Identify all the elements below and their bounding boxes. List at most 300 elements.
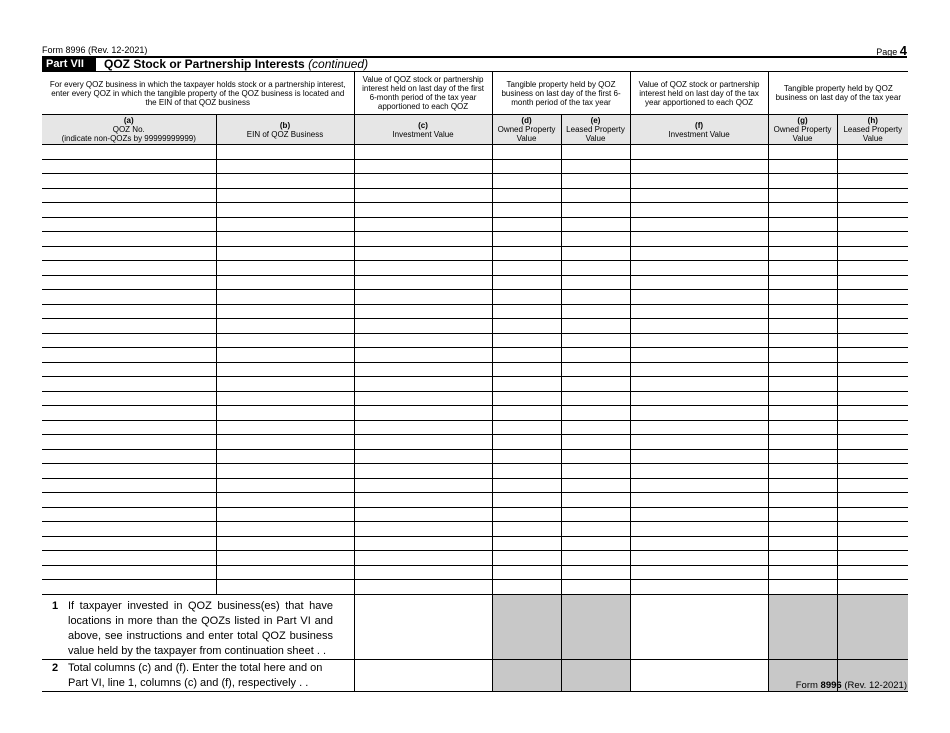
line-2-c-input[interactable] — [354, 659, 492, 691]
cell-h[interactable] — [837, 174, 908, 189]
cell-h[interactable] — [837, 565, 908, 580]
cell-g[interactable] — [768, 362, 837, 377]
cell-f[interactable] — [630, 522, 768, 537]
cell-h[interactable] — [837, 333, 908, 348]
cell-e[interactable] — [561, 145, 630, 160]
cell-d[interactable] — [492, 551, 561, 566]
cell-c[interactable] — [354, 145, 492, 160]
cell-a[interactable] — [42, 232, 216, 247]
cell-a[interactable] — [42, 420, 216, 435]
cell-f[interactable] — [630, 145, 768, 160]
cell-g[interactable] — [768, 174, 837, 189]
cell-h[interactable] — [837, 493, 908, 508]
cell-h[interactable] — [837, 217, 908, 232]
cell-h[interactable] — [837, 449, 908, 464]
cell-d[interactable] — [492, 145, 561, 160]
cell-d[interactable] — [492, 275, 561, 290]
cell-b[interactable] — [216, 174, 354, 189]
cell-c[interactable] — [354, 246, 492, 261]
cell-f[interactable] — [630, 348, 768, 363]
cell-g[interactable] — [768, 493, 837, 508]
cell-b[interactable] — [216, 435, 354, 450]
cell-e[interactable] — [561, 304, 630, 319]
cell-b[interactable] — [216, 217, 354, 232]
desc-gh-text: Tangible property held by QOZ business on last day of the tax year — [775, 84, 901, 102]
cell-h[interactable] — [837, 507, 908, 522]
cell-e[interactable] — [561, 232, 630, 247]
cell-b[interactable] — [216, 565, 354, 580]
cell-f[interactable] — [630, 507, 768, 522]
cell-e[interactable] — [561, 551, 630, 566]
cell-c[interactable] — [354, 275, 492, 290]
table-row — [42, 217, 908, 232]
cell-a[interactable] — [42, 203, 216, 218]
cell-g[interactable] — [768, 290, 837, 305]
table-row — [42, 304, 908, 319]
cell-c[interactable] — [354, 348, 492, 363]
cell-f[interactable] — [630, 159, 768, 174]
cell-e[interactable] — [561, 435, 630, 450]
cell-h[interactable] — [837, 420, 908, 435]
table-row — [42, 145, 908, 160]
cell-a[interactable] — [42, 261, 216, 276]
cell-a[interactable] — [42, 145, 216, 160]
cell-h[interactable] — [837, 232, 908, 247]
cell-a[interactable] — [42, 319, 216, 334]
cell-e[interactable] — [561, 362, 630, 377]
cell-g[interactable] — [768, 145, 837, 160]
page-header — [42, 43, 907, 57]
form-id: Form 8996 (Rev. 12-2021) — [42, 45, 148, 55]
cell-h[interactable] — [837, 348, 908, 363]
cell-d[interactable] — [492, 435, 561, 450]
cell-b[interactable] — [216, 580, 354, 595]
cell-f[interactable] — [630, 232, 768, 247]
desc-gh — [768, 72, 908, 115]
cell-c[interactable] — [354, 580, 492, 595]
cell-g[interactable] — [768, 203, 837, 218]
cell-e[interactable] — [561, 507, 630, 522]
cell-c[interactable] — [354, 522, 492, 537]
qoz-table — [42, 71, 908, 692]
cell-c[interactable] — [354, 536, 492, 551]
cell-e[interactable] — [561, 391, 630, 406]
cell-d[interactable] — [492, 319, 561, 334]
table-row — [42, 464, 908, 479]
cell-b[interactable] — [216, 391, 354, 406]
desc-ab — [42, 72, 354, 115]
cell-c[interactable] — [354, 493, 492, 508]
cell-g[interactable] — [768, 449, 837, 464]
table-row — [42, 188, 908, 203]
cell-a[interactable] — [42, 246, 216, 261]
cell-h[interactable] — [837, 522, 908, 537]
cell-g[interactable] — [768, 232, 837, 247]
cell-c[interactable] — [354, 435, 492, 450]
col-d-label: Owned Property — [497, 125, 556, 134]
desc-c — [354, 72, 492, 115]
cell-g[interactable] — [768, 246, 837, 261]
cell-h[interactable] — [837, 536, 908, 551]
line-2-d-shaded — [492, 659, 561, 691]
table-row — [42, 551, 908, 566]
cell-d[interactable] — [492, 565, 561, 580]
cell-b[interactable] — [216, 290, 354, 305]
cell-h[interactable] — [837, 464, 908, 479]
cell-f[interactable] — [630, 246, 768, 261]
cell-d[interactable] — [492, 420, 561, 435]
cell-a[interactable] — [42, 159, 216, 174]
cell-f[interactable] — [630, 217, 768, 232]
col-g-sub: Value — [792, 134, 813, 143]
cell-g[interactable] — [768, 319, 837, 334]
cell-b[interactable] — [216, 536, 354, 551]
cell-a[interactable] — [42, 348, 216, 363]
cell-e[interactable] — [561, 217, 630, 232]
cell-d[interactable] — [492, 261, 561, 276]
cell-c[interactable] — [354, 507, 492, 522]
cell-d[interactable] — [492, 290, 561, 305]
cell-g[interactable] — [768, 464, 837, 479]
cell-e[interactable] — [561, 565, 630, 580]
cell-b[interactable] — [216, 551, 354, 566]
cell-d[interactable] — [492, 159, 561, 174]
cell-g[interactable] — [768, 188, 837, 203]
cell-f[interactable] — [630, 449, 768, 464]
cell-d[interactable] — [492, 507, 561, 522]
cell-f[interactable] — [630, 304, 768, 319]
cell-a[interactable] — [42, 290, 216, 305]
cell-a[interactable] — [42, 435, 216, 450]
cell-e[interactable] — [561, 333, 630, 348]
col-g-label: Owned Property — [773, 125, 832, 134]
cell-f[interactable] — [630, 275, 768, 290]
cell-c[interactable] — [354, 565, 492, 580]
cell-c[interactable] — [354, 478, 492, 493]
cell-h[interactable] — [837, 246, 908, 261]
cell-e[interactable] — [561, 246, 630, 261]
line-1-f-input[interactable] — [630, 594, 768, 659]
cell-c[interactable] — [354, 464, 492, 479]
cell-d[interactable] — [492, 493, 561, 508]
part-title-text: QOZ Stock or Partnership Interests — [104, 57, 305, 71]
cell-g[interactable] — [768, 304, 837, 319]
cell-d[interactable] — [492, 449, 561, 464]
cell-f[interactable] — [630, 406, 768, 421]
cell-f[interactable] — [630, 188, 768, 203]
cell-g[interactable] — [768, 507, 837, 522]
cell-g[interactable] — [768, 333, 837, 348]
cell-c[interactable] — [354, 406, 492, 421]
cell-f[interactable] — [630, 377, 768, 392]
cell-e[interactable] — [561, 377, 630, 392]
cell-h[interactable] — [837, 145, 908, 160]
cell-d[interactable] — [492, 580, 561, 595]
cell-e[interactable] — [561, 275, 630, 290]
cell-d[interactable] — [492, 246, 561, 261]
cell-h[interactable] — [837, 290, 908, 305]
cell-d[interactable] — [492, 203, 561, 218]
cell-c[interactable] — [354, 261, 492, 276]
cell-h[interactable] — [837, 406, 908, 421]
cell-e[interactable] — [561, 449, 630, 464]
cell-b[interactable] — [216, 275, 354, 290]
cell-d[interactable] — [492, 478, 561, 493]
col-e-sub: Value — [585, 134, 606, 143]
cell-c[interactable] — [354, 362, 492, 377]
cell-f[interactable] — [630, 319, 768, 334]
cell-b[interactable] — [216, 348, 354, 363]
cell-f[interactable] — [630, 536, 768, 551]
cell-a[interactable] — [42, 522, 216, 537]
cell-f[interactable] — [630, 391, 768, 406]
cell-g[interactable] — [768, 406, 837, 421]
cell-a[interactable] — [42, 174, 216, 189]
cell-e[interactable] — [561, 188, 630, 203]
line-1-h-shaded — [837, 594, 908, 659]
cell-c[interactable] — [354, 232, 492, 247]
cell-g[interactable] — [768, 275, 837, 290]
cell-f[interactable] — [630, 565, 768, 580]
cell-a[interactable] — [42, 304, 216, 319]
cell-f[interactable] — [630, 420, 768, 435]
table-row — [42, 232, 908, 247]
cell-c[interactable] — [354, 174, 492, 189]
cell-f[interactable] — [630, 261, 768, 276]
cell-d[interactable] — [492, 362, 561, 377]
line-2-f-input[interactable] — [630, 659, 768, 691]
cell-d[interactable] — [492, 188, 561, 203]
cell-e[interactable] — [561, 406, 630, 421]
cell-e[interactable] — [561, 464, 630, 479]
desc-ab-text: For every QOZ business in which the taxpayer holds stock or a partnership interest, enter every QOZ in which the tangible property of the QOZ business is located and the EIN of that QOZ business — [49, 79, 346, 107]
col-c-label: Investment Value — [392, 129, 454, 139]
cell-b[interactable] — [216, 406, 354, 421]
cell-d[interactable] — [492, 232, 561, 247]
cell-b[interactable] — [216, 362, 354, 377]
line-1-number: 1 — [52, 599, 59, 612]
col-header-f — [630, 115, 768, 145]
cell-c[interactable] — [354, 420, 492, 435]
table-row — [42, 333, 908, 348]
cell-g[interactable] — [768, 565, 837, 580]
col-header-g — [768, 115, 837, 145]
cell-b[interactable] — [216, 449, 354, 464]
cell-b[interactable] — [216, 203, 354, 218]
cell-b[interactable] — [216, 333, 354, 348]
cell-a[interactable] — [42, 333, 216, 348]
cell-b[interactable] — [216, 464, 354, 479]
cell-f[interactable] — [630, 203, 768, 218]
cell-d[interactable] — [492, 174, 561, 189]
table-row — [42, 580, 908, 595]
cell-c[interactable] — [354, 377, 492, 392]
cell-b[interactable] — [216, 377, 354, 392]
cell-a[interactable] — [42, 275, 216, 290]
cell-g[interactable] — [768, 551, 837, 566]
cell-g[interactable] — [768, 217, 837, 232]
cell-c[interactable] — [354, 391, 492, 406]
cell-b[interactable] — [216, 420, 354, 435]
cell-f[interactable] — [630, 580, 768, 595]
part-label: Part VII — [42, 57, 96, 71]
cell-h[interactable] — [837, 580, 908, 595]
cell-a[interactable] — [42, 580, 216, 595]
cell-f[interactable] — [630, 493, 768, 508]
cell-a[interactable] — [42, 217, 216, 232]
cell-g[interactable] — [768, 478, 837, 493]
cell-h[interactable] — [837, 203, 908, 218]
cell-d[interactable] — [492, 522, 561, 537]
cell-b[interactable] — [216, 319, 354, 334]
table-row — [42, 391, 908, 406]
cell-b[interactable] — [216, 261, 354, 276]
cell-c[interactable] — [354, 333, 492, 348]
cell-f[interactable] — [630, 174, 768, 189]
cell-f[interactable] — [630, 333, 768, 348]
cell-a[interactable] — [42, 188, 216, 203]
page-label: Page — [876, 47, 898, 57]
table-row — [42, 377, 908, 392]
col-a-sub: (indicate non-QOZs by 99999999999) — [61, 134, 196, 143]
cell-h[interactable] — [837, 362, 908, 377]
cell-c[interactable] — [354, 217, 492, 232]
cell-c[interactable] — [354, 319, 492, 334]
cell-g[interactable] — [768, 522, 837, 537]
table-row — [42, 261, 908, 276]
cell-h[interactable] — [837, 391, 908, 406]
cell-d[interactable] — [492, 217, 561, 232]
cell-g[interactable] — [768, 391, 837, 406]
cell-e[interactable] — [561, 580, 630, 595]
table-row — [42, 536, 908, 551]
cell-e[interactable] — [561, 420, 630, 435]
cell-a[interactable] — [42, 507, 216, 522]
cell-e[interactable] — [561, 203, 630, 218]
cell-e[interactable] — [561, 261, 630, 276]
line-1-c-input[interactable] — [354, 594, 492, 659]
cell-h[interactable] — [837, 478, 908, 493]
cell-e[interactable] — [561, 536, 630, 551]
part-title-suffix: (continued) — [308, 57, 369, 71]
cell-a[interactable] — [42, 536, 216, 551]
col-b-label: EIN of QOZ Business — [246, 129, 324, 139]
cell-d[interactable] — [492, 304, 561, 319]
cell-e[interactable] — [561, 348, 630, 363]
cell-g[interactable] — [768, 420, 837, 435]
cell-h[interactable] — [837, 435, 908, 450]
cell-d[interactable] — [492, 333, 561, 348]
cell-a[interactable] — [42, 464, 216, 479]
cell-e[interactable] — [561, 174, 630, 189]
cell-c[interactable] — [354, 159, 492, 174]
cell-c[interactable] — [354, 188, 492, 203]
cell-d[interactable] — [492, 406, 561, 421]
cell-b[interactable] — [216, 478, 354, 493]
cell-a[interactable] — [42, 377, 216, 392]
cell-h[interactable] — [837, 377, 908, 392]
cell-h[interactable] — [837, 261, 908, 276]
cell-a[interactable] — [42, 449, 216, 464]
cell-d[interactable] — [492, 348, 561, 363]
cell-h[interactable] — [837, 319, 908, 334]
cell-f[interactable] — [630, 290, 768, 305]
cell-f[interactable] — [630, 478, 768, 493]
cell-g[interactable] — [768, 348, 837, 363]
cell-d[interactable] — [492, 536, 561, 551]
line-2-text: Total columns (c) and (f). Enter the total here and on Part VI, line 1, columns (c) and (f), respectively . . — [68, 661, 323, 689]
cell-c[interactable] — [354, 551, 492, 566]
cell-h[interactable] — [837, 304, 908, 319]
table-row — [42, 478, 908, 493]
cell-f[interactable] — [630, 435, 768, 450]
cell-f[interactable] — [630, 464, 768, 479]
cell-h[interactable] — [837, 551, 908, 566]
col-header-e — [561, 115, 630, 145]
cell-c[interactable] — [354, 449, 492, 464]
cell-b[interactable] — [216, 159, 354, 174]
cell-g[interactable] — [768, 435, 837, 450]
cell-a[interactable] — [42, 493, 216, 508]
cell-e[interactable] — [561, 290, 630, 305]
cell-e[interactable] — [561, 522, 630, 537]
cell-h[interactable] — [837, 275, 908, 290]
cell-g[interactable] — [768, 159, 837, 174]
cell-b[interactable] — [216, 145, 354, 160]
cell-h[interactable] — [837, 188, 908, 203]
cell-a[interactable] — [42, 362, 216, 377]
table-row — [42, 159, 908, 174]
cell-a[interactable] — [42, 551, 216, 566]
cell-c[interactable] — [354, 304, 492, 319]
desc-de — [492, 72, 630, 115]
table-row — [42, 522, 908, 537]
cell-h[interactable] — [837, 159, 908, 174]
cell-d[interactable] — [492, 377, 561, 392]
column-header-row — [42, 115, 908, 145]
cell-c[interactable] — [354, 290, 492, 305]
cell-a[interactable] — [42, 565, 216, 580]
cell-b[interactable] — [216, 188, 354, 203]
cell-g[interactable] — [768, 377, 837, 392]
cell-b[interactable] — [216, 304, 354, 319]
cell-e[interactable] — [561, 478, 630, 493]
cell-b[interactable] — [216, 522, 354, 537]
cell-c[interactable] — [354, 203, 492, 218]
cell-b[interactable] — [216, 493, 354, 508]
desc-c-text: Value of QOZ stock or partnership interest held on last day of the first 6-month period of the tax year apportioned to each QOZ — [362, 75, 484, 111]
cell-d[interactable] — [492, 391, 561, 406]
cell-f[interactable] — [630, 362, 768, 377]
cell-a[interactable] — [42, 406, 216, 421]
cell-f[interactable] — [630, 551, 768, 566]
cell-e[interactable] — [561, 319, 630, 334]
cell-g[interactable] — [768, 580, 837, 595]
cell-a[interactable] — [42, 478, 216, 493]
cell-b[interactable] — [216, 507, 354, 522]
cell-b[interactable] — [216, 246, 354, 261]
desc-f-text: Value of QOZ stock or partnership interest held on last day of the tax year apportioned to each QOZ — [638, 79, 760, 107]
table-row — [42, 435, 908, 450]
cell-b[interactable] — [216, 232, 354, 247]
cell-e[interactable] — [561, 493, 630, 508]
cell-g[interactable] — [768, 261, 837, 276]
cell-a[interactable] — [42, 391, 216, 406]
cell-g[interactable] — [768, 536, 837, 551]
cell-e[interactable] — [561, 159, 630, 174]
cell-d[interactable] — [492, 464, 561, 479]
table-row — [42, 275, 908, 290]
